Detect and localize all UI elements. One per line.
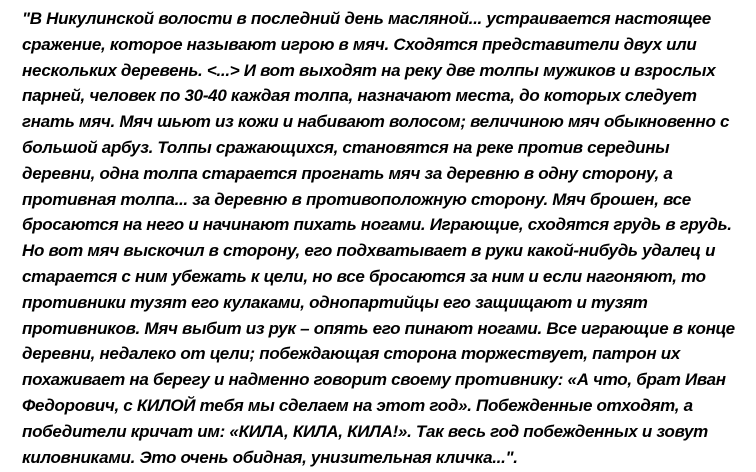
text-line: противников. Мяч выбит из рук – опять его пинают ногами. Все играющие в конце [22, 318, 735, 338]
text-line: гнать мяч. Мяч шьют из кожи и набивают волосом; величиною мяч обыкновенно с [22, 112, 730, 132]
text-line: парней, человек по 30-40 каждая толпа, назначают места, до которых следует [22, 86, 697, 106]
text-line: Но вот мяч выскочил в сторону, его подхватывает в руки какой-нибудь удалец и [22, 241, 716, 261]
text-line: противная толпа... за деревню в противоположную сторону. Мяч брошен, все [22, 189, 691, 209]
text-line: бросаются на него и начинают пихать ногами. Играющие, сходятся грудь в грудь. [22, 215, 732, 235]
text-line: деревни, одна толпа старается прогнать мяч за деревню в одну сторону, а [22, 163, 673, 183]
text-line: противники тузят его кулаками, однопартийцы его защищают и тузят [22, 292, 648, 312]
text-line: большой арбуз. Толпы сражающихся, становятся на реке против середины [22, 137, 670, 157]
text-line: сражение, которое называют игрою в мяч. Сходятся представители двух или [22, 34, 697, 54]
text-line: "В Никулинской волости в последний день масляной... устраивается настоящее [22, 9, 711, 28]
text-line: нескольких деревень. <...> И вот выходят на реку две толпы мужиков и взрослых [22, 60, 716, 80]
text-line: старается с ним убежать к цели, но все бросаются за ним и если нагоняют, то [22, 266, 706, 286]
text-line: Федорович, с КИЛОЙ тебя мы сделаем на этот год». Побежденные отходят, а [22, 395, 693, 415]
text-line: победители кричат им: «КИЛА, КИЛА, КИЛА!». Так весь год побежденных и зовут [22, 421, 708, 441]
text-line: похаживает на берегу и надменно говорит своему противнику: «А что, брат Иван [22, 370, 726, 390]
text-line: деревни, недалеко от цели; побеждающая сторона торжествует, патрон их [22, 344, 681, 364]
text-line: киловниками. Это очень обидная, унизительная кличка...". [22, 447, 518, 467]
